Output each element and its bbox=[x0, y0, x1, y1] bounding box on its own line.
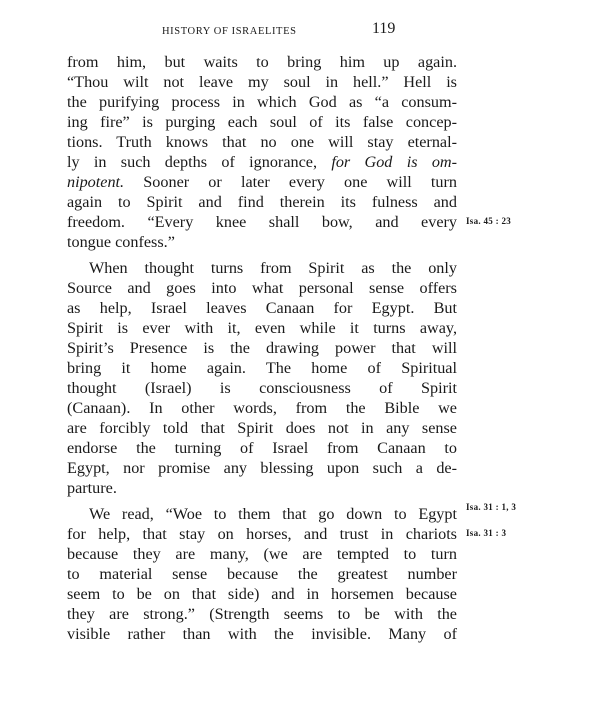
italic-fragment: nipotent. bbox=[67, 173, 125, 191]
text-line: for help, that stay on horses, and trust in chariots bbox=[67, 525, 457, 543]
text-line: Source and goes into what personal sense offers bbox=[67, 279, 457, 297]
margin-note-reference: Isa. 31 : 3 bbox=[466, 528, 507, 538]
italic-fragment: for God is om- bbox=[331, 153, 457, 171]
text-line: bring it home again. The home of Spiritual bbox=[67, 359, 457, 377]
text-line bbox=[67, 152, 457, 172]
text-line: “Thou wilt not leave my soul in hell.” Hell is bbox=[67, 73, 457, 91]
text-line: Egypt, nor promise any blessing upon such a de- bbox=[67, 459, 457, 477]
page-header bbox=[0, 20, 600, 44]
paragraph-1 bbox=[67, 52, 457, 252]
text-fragment: Sooner or later every one will turn bbox=[124, 173, 457, 191]
text-line bbox=[67, 172, 457, 192]
text-line: the purifying process in which God as “a consum- bbox=[67, 93, 457, 111]
text-line: tongue confess.” bbox=[67, 233, 175, 251]
text-line: seem to be on that side) and in horsemen because bbox=[67, 585, 457, 603]
text-line: (Canaan). In other words, from the Bible we bbox=[67, 399, 457, 417]
text-line: We read, “Woe to them that go down to Egypt bbox=[89, 505, 457, 523]
text-line: freedom. “Every knee shall bow, and every bbox=[67, 213, 457, 231]
text-fragment: ly in such depths of ignorance, bbox=[67, 153, 318, 171]
text-line: from him, but waits to bring him up again. bbox=[67, 53, 457, 71]
text-line: they are strong.” (Strength seems to be with the bbox=[67, 605, 457, 623]
text-line: ing fire” is purging each soul of its false concep- bbox=[67, 113, 457, 131]
text-line: because they are many, (we are tempted to turn bbox=[67, 545, 457, 563]
margin-note-reference: Isa. 45 : 23 bbox=[466, 216, 512, 226]
text-line: are forcibly told that Spirit does not in any sense bbox=[67, 419, 457, 437]
text-line: to material sense because the greatest number bbox=[67, 565, 457, 583]
text-line: visible rather than with the invisible. Many of bbox=[67, 625, 457, 643]
text-line: Spirit is ever with it, even while it turns away, bbox=[67, 319, 457, 337]
page-number: 119 bbox=[372, 20, 396, 37]
margin-note-reference: Isa. 31 : 1, 3 bbox=[466, 502, 517, 512]
text-line: tions. Truth knows that no one will stay eternal- bbox=[67, 133, 457, 151]
text-line: endorse the turning of Israel from Canaan to bbox=[67, 439, 457, 457]
text-line: parture. bbox=[67, 479, 117, 497]
body-text bbox=[67, 52, 457, 644]
paragraph-3 bbox=[67, 504, 457, 644]
text-line: again to Spirit and find therein its fulness and bbox=[67, 193, 457, 211]
text-line: Spirit’s Presence is the drawing power that will bbox=[67, 339, 457, 357]
text-line: thought (Israel) is consciousness of Spirit bbox=[67, 379, 457, 397]
text-line: When thought turns from Spirit as the only bbox=[89, 259, 457, 277]
text-line: as help, Israel leaves Canaan for Egypt. But bbox=[67, 299, 457, 317]
paragraph-2 bbox=[67, 258, 457, 498]
running-title: HISTORY OF ISRAELITES bbox=[162, 26, 297, 37]
